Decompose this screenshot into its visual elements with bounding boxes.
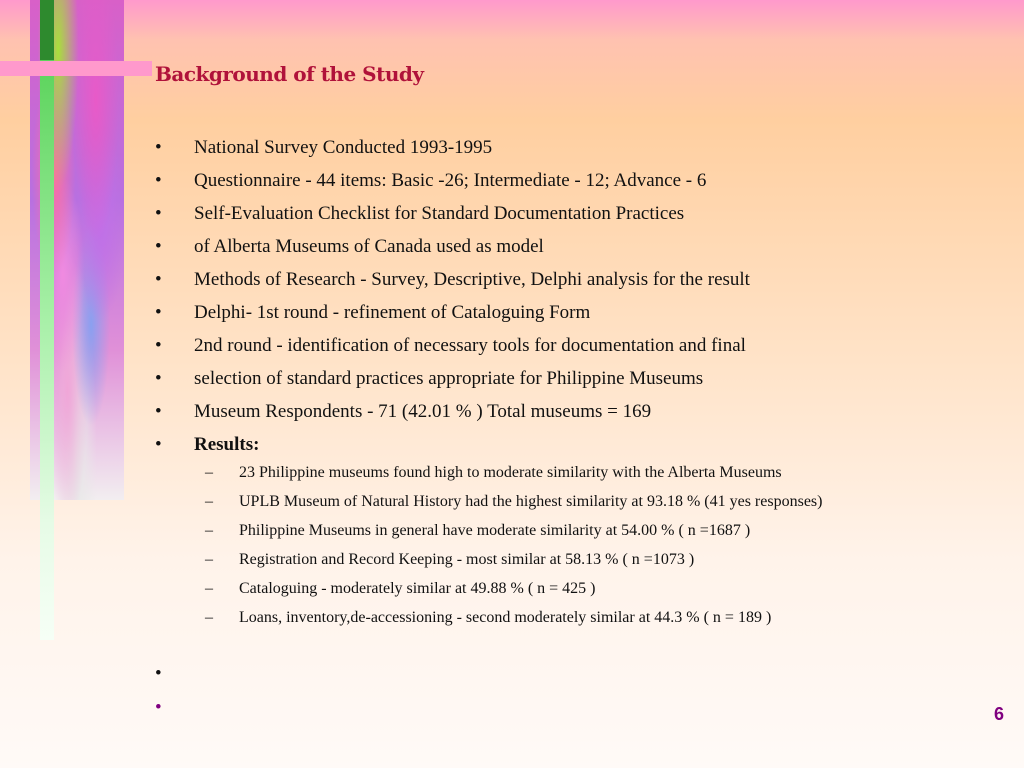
dash-marker: –	[205, 609, 213, 626]
sub-bullet-item	[205, 605, 1005, 634]
decorative-green-bar	[40, 60, 54, 640]
bullet-marker: •	[155, 170, 162, 191]
bullet-marker: •	[155, 269, 162, 290]
page-number: 6	[993, 704, 1004, 724]
bullet-item	[155, 366, 1005, 399]
results-sub-list	[205, 460, 1005, 634]
bullet-text: Questionnaire - 44 items: Basic -26; Intermediate - 12; Advance - 6	[194, 170, 707, 191]
bullet-item	[155, 399, 1005, 432]
sub-bullet-text: Philippine Museums in general have moderate similarity at 54.00 % ( n =1687 )	[239, 522, 751, 539]
empty-bullet: •	[155, 697, 162, 718]
bullet-text: Delphi- 1st round - refinement of Cataloguing Form	[194, 302, 591, 323]
bullet-marker: •	[155, 335, 162, 356]
bullet-item	[155, 135, 1005, 168]
bullet-text: Museum Respondents - 71 (42.01 % ) Total museums = 169	[194, 401, 652, 422]
bullet-item	[155, 333, 1005, 366]
bullet-item	[155, 201, 1005, 234]
bullet-marker: •	[155, 203, 162, 224]
decorative-pink-bar	[0, 61, 152, 76]
bullet-text: Results:	[194, 434, 260, 455]
sub-bullet-item	[205, 489, 1005, 518]
bullet-text: National Survey Conducted 1993-1995	[194, 137, 493, 158]
bullet-text: Self-Evaluation Checklist for Standard Documentation Practices	[194, 203, 685, 224]
bullet-marker: •	[155, 302, 162, 323]
bullet-marker: •	[155, 401, 162, 422]
dash-marker: –	[205, 522, 213, 539]
sub-bullet-item	[205, 576, 1005, 605]
sub-bullet-text: Loans, inventory,de-accessioning - second moderately similar at 44.3 % ( n = 189 )	[239, 609, 772, 626]
bullet-marker: •	[155, 368, 162, 389]
dash-marker: –	[205, 464, 213, 481]
slide-title: Background of the Study	[155, 62, 424, 86]
bullet-text: Methods of Research - Survey, Descriptive, Delphi analysis for the result	[194, 269, 750, 290]
sub-bullet-text: UPLB Museum of Natural History had the highest similarity at 93.18 % (41 yes responses)	[239, 493, 823, 510]
bullet-marker: •	[155, 137, 162, 158]
sub-bullet-item	[205, 547, 1005, 576]
bullet-text: 2nd round - identification of necessary tools for documentation and final	[194, 335, 746, 356]
decorative-green-bar-top	[40, 0, 54, 60]
bullet-item	[155, 267, 1005, 300]
sub-bullet-text: Registration and Record Keeping - most similar at 58.13 % ( n =1073 )	[239, 551, 695, 568]
bullet-item	[155, 168, 1005, 201]
bullet-item	[155, 300, 1005, 333]
bullet-text: of Alberta Museums of Canada used as model	[194, 236, 544, 257]
bullet-text: selection of standard practices appropriate for Philippine Museums	[194, 368, 704, 389]
sub-bullet-text: Cataloguing - moderately similar at 49.88 % ( n = 425 )	[239, 580, 596, 597]
sub-bullet-item	[205, 518, 1005, 547]
bullet-marker: •	[155, 434, 162, 455]
dash-marker: –	[205, 551, 213, 568]
bullet-marker: •	[155, 236, 162, 257]
sub-bullet-item	[205, 460, 1005, 489]
bullet-item	[155, 234, 1005, 267]
sub-bullet-text: 23 Philippine museums found high to moderate similarity with the Alberta Museums	[239, 464, 782, 481]
dash-marker: –	[205, 493, 213, 510]
dash-marker: –	[205, 580, 213, 597]
bullet-list	[155, 135, 1005, 465]
empty-bullet: •	[155, 663, 162, 684]
